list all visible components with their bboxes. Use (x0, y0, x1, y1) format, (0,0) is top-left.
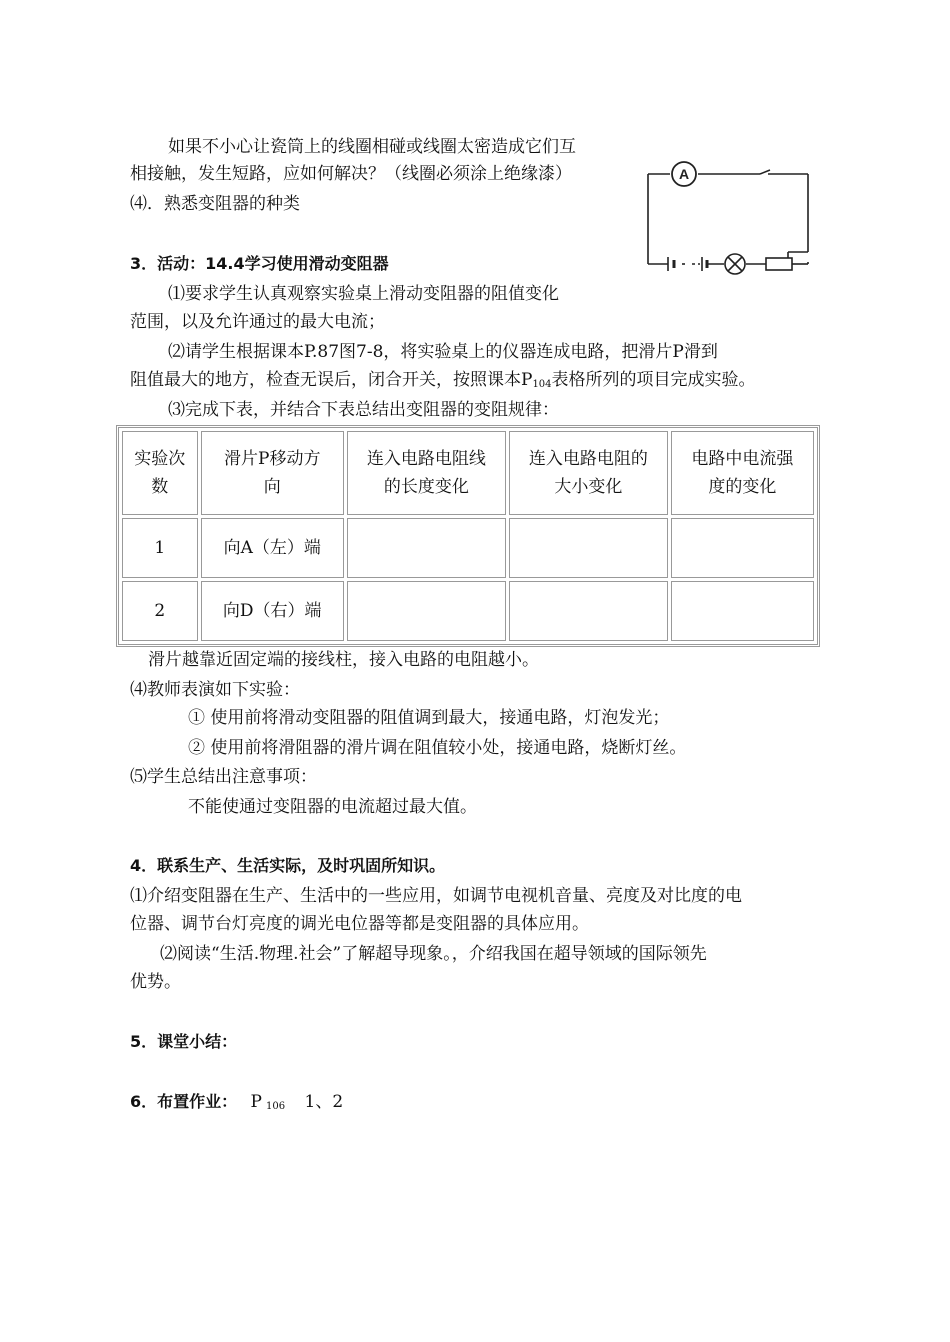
table-header-cell: 实验次 数 (122, 431, 198, 515)
section-5-title: 5．课堂小结： (130, 1032, 238, 1051)
paragraph-line: ⑴要求学生认真观察实验桌上滑动变阻器的阻值变化 (168, 284, 559, 304)
paragraph-line: 优势。 (130, 972, 181, 992)
experiment-table (116, 425, 820, 647)
table-cell: 向D（右）端 (201, 581, 344, 641)
section-3-title: 3．活动：14.4学习使用滑动变阻器 (130, 254, 389, 273)
table-header-cell: 电路中电流强 度的变化 (671, 431, 814, 515)
paragraph-line: 范围，以及允许通过的最大电流； (130, 312, 385, 332)
table-cell (509, 518, 668, 578)
paragraph-line: 阻值最大的地方，检查无误后，闭合开关，按照课本$P_{104}$表格所列的项目完成实验。 (130, 370, 756, 390)
table-header-cell: 连入电路电阻的 大小变化 (509, 431, 668, 515)
paragraph-line: 位器、调节台灯亮度的调光电位器等都是变阻器的具体应用。 (130, 914, 589, 934)
paragraph-line: ⑶完成下表，并结合下表总结出变阻器的变阻规律： (168, 400, 559, 420)
table-cell (347, 581, 506, 641)
table-header-cell: 连入电路电阻线 的长度变化 (347, 431, 506, 515)
table-header-cell: 滑片P移动方 向 (201, 431, 344, 515)
table-cell: 2 (122, 581, 198, 641)
paragraph-line: ① 使用前将滑动变阻器的阻值调到最大，接通电路，灯泡发光； (188, 708, 670, 728)
table-cell: 向A（左）端 (201, 518, 344, 578)
table-cell (347, 518, 506, 578)
table-row (122, 581, 814, 641)
table-cell (671, 518, 814, 578)
table-row (122, 518, 814, 578)
lamp-icon (725, 254, 745, 274)
table-cell (509, 581, 668, 641)
paragraph-line: 相接触，发生短路，应如何解决？（线圈必须涂上绝缘漆） (130, 164, 572, 184)
paragraph-line: ⑷教师表演如下实验： (130, 680, 300, 700)
paragraph-line: ② 使用前将滑阻器的滑片调在阻值较小处，接通电路，烧断灯丝。 (188, 738, 687, 758)
paragraph-line: ⑸学生总结出注意事项： (130, 767, 317, 787)
table-cell (671, 581, 814, 641)
section-4-title: 4．联系生产、生活实际，及时巩固所知识。 (130, 856, 446, 875)
ammeter-icon (672, 162, 696, 186)
section-6-title: 6．布置作业： (130, 1092, 238, 1111)
table-cell: 1 (122, 518, 198, 578)
battery-icon (668, 257, 707, 271)
list-item-4: ⑷．熟悉变阻器的种类 (130, 194, 300, 214)
paragraph-line: 不能使通过变阻器的电流超过最大值。 (188, 797, 477, 817)
paragraph-line: 如果不小心让瓷筒上的线圈相碰或线圈太密造成它们互 (168, 137, 576, 157)
section-6-line: 6．布置作业： P $_{106}$ 1、2 (130, 1092, 344, 1112)
svg-text:A: A (678, 166, 690, 182)
paragraph-line: ⑴介绍变阻器在生产、生活中的一些应用，如调节电视机音量、亮度及对比度的电 (130, 886, 742, 906)
table-header-row (122, 431, 814, 515)
paragraph-line: ⑵请学生根据课本P.87图7-8，将实验桌上的仪器连成电路，把滑片P滑到 (168, 342, 718, 362)
circuit-diagram (640, 158, 820, 276)
paragraph-line: ⑵阅读“生活.物理.社会”了解超导现象。，介绍我国在超导领域的国际领先 (160, 944, 707, 964)
paragraph-line: 滑片越靠近固定端的接线柱，接入电路的电阻越小。 (148, 650, 539, 670)
